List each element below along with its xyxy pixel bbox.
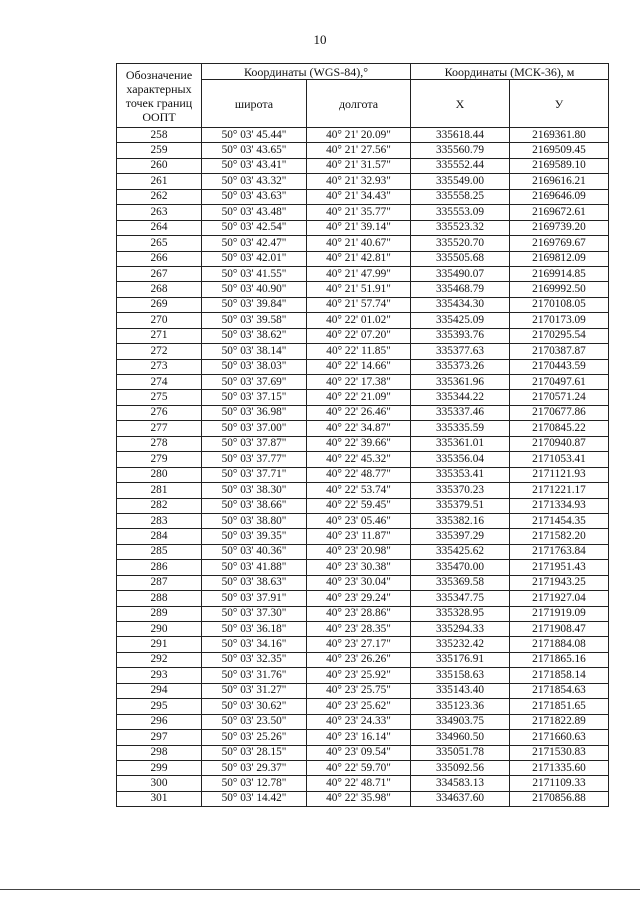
cell-latitude: 50° 03' 23.50" bbox=[202, 714, 307, 729]
cell-point-id: 258 bbox=[117, 128, 202, 143]
cell-point-id: 274 bbox=[117, 375, 202, 390]
table-row bbox=[117, 328, 609, 343]
table-row bbox=[117, 606, 609, 621]
cell-x: 335558.25 bbox=[411, 189, 510, 204]
cell-x: 334583.13 bbox=[411, 776, 510, 791]
cell-longitude: 40° 22' 48.77" bbox=[307, 467, 411, 482]
cell-latitude: 50° 03' 37.00" bbox=[202, 421, 307, 436]
header-wgs84-group: Координаты (WGS-84),° bbox=[202, 64, 411, 80]
cell-x: 335232.42 bbox=[411, 637, 510, 652]
cell-latitude: 50° 03' 28.15" bbox=[202, 745, 307, 760]
cell-x: 335373.26 bbox=[411, 359, 510, 374]
cell-x: 335335.59 bbox=[411, 421, 510, 436]
cell-latitude: 50° 03' 40.90" bbox=[202, 282, 307, 297]
cell-x: 335523.32 bbox=[411, 220, 510, 235]
cell-latitude: 50° 03' 43.63" bbox=[202, 189, 307, 204]
table-row bbox=[117, 483, 609, 498]
table-row bbox=[117, 760, 609, 775]
cell-longitude: 40° 21' 20.09" bbox=[307, 128, 411, 143]
cell-point-id: 294 bbox=[117, 683, 202, 698]
header-longitude: долгота bbox=[307, 80, 411, 128]
cell-y: 2170387.87 bbox=[510, 344, 609, 359]
cell-longitude: 40° 22' 11.85" bbox=[307, 344, 411, 359]
cell-y: 2170295.54 bbox=[510, 328, 609, 343]
cell-latitude: 50° 03' 41.88" bbox=[202, 560, 307, 575]
cell-point-id: 299 bbox=[117, 760, 202, 775]
cell-y: 2170497.61 bbox=[510, 375, 609, 390]
cell-latitude: 50° 03' 43.41" bbox=[202, 158, 307, 173]
table-row bbox=[117, 699, 609, 714]
cell-x: 335379.51 bbox=[411, 498, 510, 513]
cell-point-id: 301 bbox=[117, 791, 202, 806]
cell-latitude: 50° 03' 37.77" bbox=[202, 452, 307, 467]
cell-point-id: 269 bbox=[117, 297, 202, 312]
cell-x: 335337.46 bbox=[411, 405, 510, 420]
cell-y: 2169646.09 bbox=[510, 189, 609, 204]
cell-latitude: 50° 03' 43.65" bbox=[202, 143, 307, 158]
cell-latitude: 50° 03' 37.91" bbox=[202, 591, 307, 606]
cell-latitude: 50° 03' 14.42" bbox=[202, 791, 307, 806]
table-row bbox=[117, 730, 609, 745]
cell-longitude: 40° 22' 17.38" bbox=[307, 375, 411, 390]
cell-longitude: 40° 21' 34.43" bbox=[307, 189, 411, 204]
cell-point-id: 262 bbox=[117, 189, 202, 204]
cell-y: 2171865.16 bbox=[510, 652, 609, 667]
table-body bbox=[117, 128, 609, 807]
cell-y: 2171822.89 bbox=[510, 714, 609, 729]
cell-x: 335356.04 bbox=[411, 452, 510, 467]
table-row bbox=[117, 390, 609, 405]
cell-longitude: 40° 21' 31.57" bbox=[307, 158, 411, 173]
cell-point-id: 265 bbox=[117, 236, 202, 251]
cell-point-id: 281 bbox=[117, 483, 202, 498]
cell-point-id: 263 bbox=[117, 205, 202, 220]
cell-latitude: 50° 03' 38.14" bbox=[202, 344, 307, 359]
table-row bbox=[117, 668, 609, 683]
cell-longitude: 40° 22' 48.71" bbox=[307, 776, 411, 791]
cell-longitude: 40° 22' 35.98" bbox=[307, 791, 411, 806]
table-row bbox=[117, 344, 609, 359]
header-y: У bbox=[510, 80, 609, 128]
cell-y: 2171660.63 bbox=[510, 730, 609, 745]
cell-point-id: 276 bbox=[117, 405, 202, 420]
coordinates-table bbox=[116, 63, 609, 807]
cell-latitude: 50° 03' 31.76" bbox=[202, 668, 307, 683]
cell-x: 335361.01 bbox=[411, 436, 510, 451]
header-point-designation: Обозначение характерных точек границ ООПТ bbox=[117, 64, 202, 128]
cell-latitude: 50° 03' 37.71" bbox=[202, 467, 307, 482]
cell-y: 2171109.33 bbox=[510, 776, 609, 791]
cell-x: 335370.23 bbox=[411, 483, 510, 498]
cell-x: 335618.44 bbox=[411, 128, 510, 143]
page-number: 10 bbox=[313, 32, 327, 47]
cell-x: 335393.76 bbox=[411, 328, 510, 343]
cell-y: 2171454.35 bbox=[510, 513, 609, 528]
table-row bbox=[117, 498, 609, 513]
cell-y: 2171851.65 bbox=[510, 699, 609, 714]
cell-point-id: 291 bbox=[117, 637, 202, 652]
cell-latitude: 50° 03' 29.37" bbox=[202, 760, 307, 775]
cell-x: 335328.95 bbox=[411, 606, 510, 621]
cell-point-id: 267 bbox=[117, 266, 202, 281]
cell-point-id: 298 bbox=[117, 745, 202, 760]
cell-point-id: 260 bbox=[117, 158, 202, 173]
cell-longitude: 40° 22' 07.20" bbox=[307, 328, 411, 343]
table-row bbox=[117, 544, 609, 559]
table-row bbox=[117, 575, 609, 590]
cell-point-id: 288 bbox=[117, 591, 202, 606]
cell-point-id: 286 bbox=[117, 560, 202, 575]
cell-x: 335549.00 bbox=[411, 174, 510, 189]
cell-latitude: 50° 03' 41.55" bbox=[202, 266, 307, 281]
cell-longitude: 40° 23' 30.38" bbox=[307, 560, 411, 575]
cell-y: 2171884.08 bbox=[510, 637, 609, 652]
cell-longitude: 40° 23' 16.14" bbox=[307, 730, 411, 745]
cell-y: 2170940.87 bbox=[510, 436, 609, 451]
cell-point-id: 280 bbox=[117, 467, 202, 482]
cell-x: 335369.58 bbox=[411, 575, 510, 590]
cell-longitude: 40° 22' 34.87" bbox=[307, 421, 411, 436]
cell-y: 2171854.63 bbox=[510, 683, 609, 698]
table-row bbox=[117, 683, 609, 698]
table-row bbox=[117, 158, 609, 173]
table-row bbox=[117, 189, 609, 204]
cell-y: 2171943.25 bbox=[510, 575, 609, 590]
cell-point-id: 289 bbox=[117, 606, 202, 621]
cell-point-id: 297 bbox=[117, 730, 202, 745]
cell-x: 335092.56 bbox=[411, 760, 510, 775]
cell-longitude: 40° 22' 01.02" bbox=[307, 313, 411, 328]
cell-point-id: 270 bbox=[117, 313, 202, 328]
cell-point-id: 290 bbox=[117, 622, 202, 637]
cell-x: 334637.60 bbox=[411, 791, 510, 806]
table-row bbox=[117, 174, 609, 189]
cell-latitude: 50° 03' 42.54" bbox=[202, 220, 307, 235]
header-latitude: широта bbox=[202, 80, 307, 128]
header-msk36-group: Координаты (МСК-36), м bbox=[411, 64, 609, 80]
cell-latitude: 50° 03' 37.87" bbox=[202, 436, 307, 451]
table-row bbox=[117, 529, 609, 544]
cell-longitude: 40° 21' 47.99" bbox=[307, 266, 411, 281]
cell-point-id: 266 bbox=[117, 251, 202, 266]
cell-y: 2169769.67 bbox=[510, 236, 609, 251]
table-row bbox=[117, 359, 609, 374]
cell-latitude: 50° 03' 38.03" bbox=[202, 359, 307, 374]
table-row bbox=[117, 791, 609, 806]
cell-longitude: 40° 23' 27.17" bbox=[307, 637, 411, 652]
table-row bbox=[117, 467, 609, 482]
cell-longitude: 40° 23' 05.46" bbox=[307, 513, 411, 528]
table-row bbox=[117, 205, 609, 220]
cell-latitude: 50° 03' 36.98" bbox=[202, 405, 307, 420]
cell-point-id: 295 bbox=[117, 699, 202, 714]
cell-x: 335505.68 bbox=[411, 251, 510, 266]
cell-longitude: 40° 23' 25.92" bbox=[307, 668, 411, 683]
table-row bbox=[117, 143, 609, 158]
cell-point-id: 272 bbox=[117, 344, 202, 359]
table-row bbox=[117, 421, 609, 436]
table-row bbox=[117, 637, 609, 652]
cell-latitude: 50° 03' 37.30" bbox=[202, 606, 307, 621]
table-row bbox=[117, 591, 609, 606]
cell-y: 2171221.17 bbox=[510, 483, 609, 498]
table-row bbox=[117, 776, 609, 791]
table-row bbox=[117, 513, 609, 528]
cell-longitude: 40° 21' 40.67" bbox=[307, 236, 411, 251]
cell-longitude: 40° 22' 26.46" bbox=[307, 405, 411, 420]
cell-x: 334960.50 bbox=[411, 730, 510, 745]
cell-longitude: 40° 23' 28.35" bbox=[307, 622, 411, 637]
cell-longitude: 40° 23' 30.04" bbox=[307, 575, 411, 590]
cell-point-id: 279 bbox=[117, 452, 202, 467]
cell-longitude: 40° 21' 39.14" bbox=[307, 220, 411, 235]
cell-point-id: 293 bbox=[117, 668, 202, 683]
cell-point-id: 287 bbox=[117, 575, 202, 590]
table-row bbox=[117, 405, 609, 420]
cell-point-id: 283 bbox=[117, 513, 202, 528]
cell-point-id: 284 bbox=[117, 529, 202, 544]
cell-latitude: 50° 03' 31.27" bbox=[202, 683, 307, 698]
cell-y: 2170677.86 bbox=[510, 405, 609, 420]
cell-x: 335520.70 bbox=[411, 236, 510, 251]
table-row bbox=[117, 622, 609, 637]
cell-x: 335123.36 bbox=[411, 699, 510, 714]
cell-y: 2171335.60 bbox=[510, 760, 609, 775]
cell-y: 2170443.59 bbox=[510, 359, 609, 374]
cell-point-id: 300 bbox=[117, 776, 202, 791]
cell-x: 335347.75 bbox=[411, 591, 510, 606]
table-row bbox=[117, 220, 609, 235]
cell-x: 335560.79 bbox=[411, 143, 510, 158]
cell-latitude: 50° 03' 38.62" bbox=[202, 328, 307, 343]
cell-y: 2170856.88 bbox=[510, 791, 609, 806]
cell-longitude: 40° 23' 25.62" bbox=[307, 699, 411, 714]
cell-longitude: 40° 22' 59.70" bbox=[307, 760, 411, 775]
cell-x: 335382.16 bbox=[411, 513, 510, 528]
table-row bbox=[117, 745, 609, 760]
cell-longitude: 40° 23' 26.26" bbox=[307, 652, 411, 667]
cell-point-id: 259 bbox=[117, 143, 202, 158]
cell-latitude: 50° 03' 38.63" bbox=[202, 575, 307, 590]
cell-latitude: 50° 03' 32.35" bbox=[202, 652, 307, 667]
cell-x: 335425.62 bbox=[411, 544, 510, 559]
cell-point-id: 296 bbox=[117, 714, 202, 729]
cell-x: 335176.91 bbox=[411, 652, 510, 667]
cell-point-id: 278 bbox=[117, 436, 202, 451]
cell-point-id: 292 bbox=[117, 652, 202, 667]
cell-longitude: 40° 21' 32.93" bbox=[307, 174, 411, 189]
cell-latitude: 50° 03' 38.66" bbox=[202, 498, 307, 513]
cell-latitude: 50° 03' 12.78" bbox=[202, 776, 307, 791]
cell-y: 2171763.84 bbox=[510, 544, 609, 559]
cell-y: 2169509.45 bbox=[510, 143, 609, 158]
header-x: X bbox=[411, 80, 510, 128]
table-row bbox=[117, 452, 609, 467]
cell-point-id: 264 bbox=[117, 220, 202, 235]
cell-y: 2171053.41 bbox=[510, 452, 609, 467]
cell-y: 2169616.21 bbox=[510, 174, 609, 189]
cell-latitude: 50° 03' 30.62" bbox=[202, 699, 307, 714]
cell-x: 335344.22 bbox=[411, 390, 510, 405]
cell-point-id: 277 bbox=[117, 421, 202, 436]
table-row bbox=[117, 313, 609, 328]
cell-longitude: 40° 21' 57.74" bbox=[307, 297, 411, 312]
cell-latitude: 50° 03' 40.36" bbox=[202, 544, 307, 559]
cell-y: 2171858.14 bbox=[510, 668, 609, 683]
cell-longitude: 40° 22' 21.09" bbox=[307, 390, 411, 405]
cell-longitude: 40° 21' 27.56" bbox=[307, 143, 411, 158]
cell-y: 2171530.83 bbox=[510, 745, 609, 760]
cell-latitude: 50° 03' 42.47" bbox=[202, 236, 307, 251]
cell-latitude: 50° 03' 38.30" bbox=[202, 483, 307, 498]
cell-latitude: 50° 03' 45.44" bbox=[202, 128, 307, 143]
cell-y: 2171908.47 bbox=[510, 622, 609, 637]
cell-latitude: 50° 03' 39.58" bbox=[202, 313, 307, 328]
cell-x: 335353.41 bbox=[411, 467, 510, 482]
cell-x: 335553.09 bbox=[411, 205, 510, 220]
cell-longitude: 40° 22' 14.66" bbox=[307, 359, 411, 374]
table-row bbox=[117, 714, 609, 729]
cell-y: 2171334.93 bbox=[510, 498, 609, 513]
cell-y: 2169992.50 bbox=[510, 282, 609, 297]
cell-y: 2170108.05 bbox=[510, 297, 609, 312]
cell-x: 335377.63 bbox=[411, 344, 510, 359]
table-row bbox=[117, 375, 609, 390]
cell-latitude: 50° 03' 42.01" bbox=[202, 251, 307, 266]
cell-point-id: 261 bbox=[117, 174, 202, 189]
table-row bbox=[117, 436, 609, 451]
cell-y: 2169914.85 bbox=[510, 266, 609, 281]
cell-y: 2170173.09 bbox=[510, 313, 609, 328]
table-row bbox=[117, 652, 609, 667]
cell-longitude: 40° 21' 42.81" bbox=[307, 251, 411, 266]
cell-longitude: 40° 23' 29.24" bbox=[307, 591, 411, 606]
cell-longitude: 40° 22' 45.32" bbox=[307, 452, 411, 467]
table-row bbox=[117, 128, 609, 143]
cell-longitude: 40° 23' 24.33" bbox=[307, 714, 411, 729]
table-row bbox=[117, 266, 609, 281]
cell-y: 2171951.43 bbox=[510, 560, 609, 575]
cell-point-id: 273 bbox=[117, 359, 202, 374]
cell-x: 335051.78 bbox=[411, 745, 510, 760]
cell-x: 335294.33 bbox=[411, 622, 510, 637]
cell-longitude: 40° 22' 39.66" bbox=[307, 436, 411, 451]
cell-point-id: 271 bbox=[117, 328, 202, 343]
cell-y: 2169589.10 bbox=[510, 158, 609, 173]
cell-x: 335143.40 bbox=[411, 683, 510, 698]
cell-longitude: 40° 22' 59.45" bbox=[307, 498, 411, 513]
cell-longitude: 40° 23' 09.54" bbox=[307, 745, 411, 760]
cell-latitude: 50° 03' 38.80" bbox=[202, 513, 307, 528]
cell-y: 2171121.93 bbox=[510, 467, 609, 482]
cell-point-id: 275 bbox=[117, 390, 202, 405]
cell-x: 335397.29 bbox=[411, 529, 510, 544]
table-row bbox=[117, 251, 609, 266]
cell-latitude: 50° 03' 37.69" bbox=[202, 375, 307, 390]
cell-longitude: 40° 21' 35.77" bbox=[307, 205, 411, 220]
cell-point-id: 268 bbox=[117, 282, 202, 297]
cell-latitude: 50° 03' 25.26" bbox=[202, 730, 307, 745]
cell-y: 2169739.20 bbox=[510, 220, 609, 235]
cell-x: 335361.96 bbox=[411, 375, 510, 390]
cell-x: 335552.44 bbox=[411, 158, 510, 173]
table-row bbox=[117, 282, 609, 297]
cell-latitude: 50° 03' 43.32" bbox=[202, 174, 307, 189]
cell-latitude: 50° 03' 37.15" bbox=[202, 390, 307, 405]
cell-y: 2169361.80 bbox=[510, 128, 609, 143]
cell-y: 2170571.24 bbox=[510, 390, 609, 405]
cell-latitude: 50° 03' 43.48" bbox=[202, 205, 307, 220]
table-header bbox=[117, 64, 609, 128]
cell-x: 335158.63 bbox=[411, 668, 510, 683]
cell-longitude: 40° 23' 25.75" bbox=[307, 683, 411, 698]
cell-longitude: 40° 23' 28.86" bbox=[307, 606, 411, 621]
cell-x: 335434.30 bbox=[411, 297, 510, 312]
cell-y: 2171927.04 bbox=[510, 591, 609, 606]
cell-x: 335425.09 bbox=[411, 313, 510, 328]
cell-longitude: 40° 21' 51.91" bbox=[307, 282, 411, 297]
cell-x: 335490.07 bbox=[411, 266, 510, 281]
table-row bbox=[117, 297, 609, 312]
cell-x: 334903.75 bbox=[411, 714, 510, 729]
cell-point-id: 285 bbox=[117, 544, 202, 559]
cell-longitude: 40° 23' 20.98" bbox=[307, 544, 411, 559]
cell-latitude: 50° 03' 39.35" bbox=[202, 529, 307, 544]
cell-longitude: 40° 22' 53.74" bbox=[307, 483, 411, 498]
cell-latitude: 50° 03' 39.84" bbox=[202, 297, 307, 312]
table-row bbox=[117, 236, 609, 251]
bottom-rule bbox=[0, 889, 640, 890]
cell-y: 2170845.22 bbox=[510, 421, 609, 436]
cell-x: 335470.00 bbox=[411, 560, 510, 575]
cell-y: 2171582.20 bbox=[510, 529, 609, 544]
cell-latitude: 50° 03' 36.18" bbox=[202, 622, 307, 637]
cell-latitude: 50° 03' 34.16" bbox=[202, 637, 307, 652]
cell-y: 2171919.09 bbox=[510, 606, 609, 621]
cell-y: 2169672.61 bbox=[510, 205, 609, 220]
cell-x: 335468.79 bbox=[411, 282, 510, 297]
table-row bbox=[117, 560, 609, 575]
cell-y: 2169812.09 bbox=[510, 251, 609, 266]
cell-longitude: 40° 23' 11.87" bbox=[307, 529, 411, 544]
cell-point-id: 282 bbox=[117, 498, 202, 513]
